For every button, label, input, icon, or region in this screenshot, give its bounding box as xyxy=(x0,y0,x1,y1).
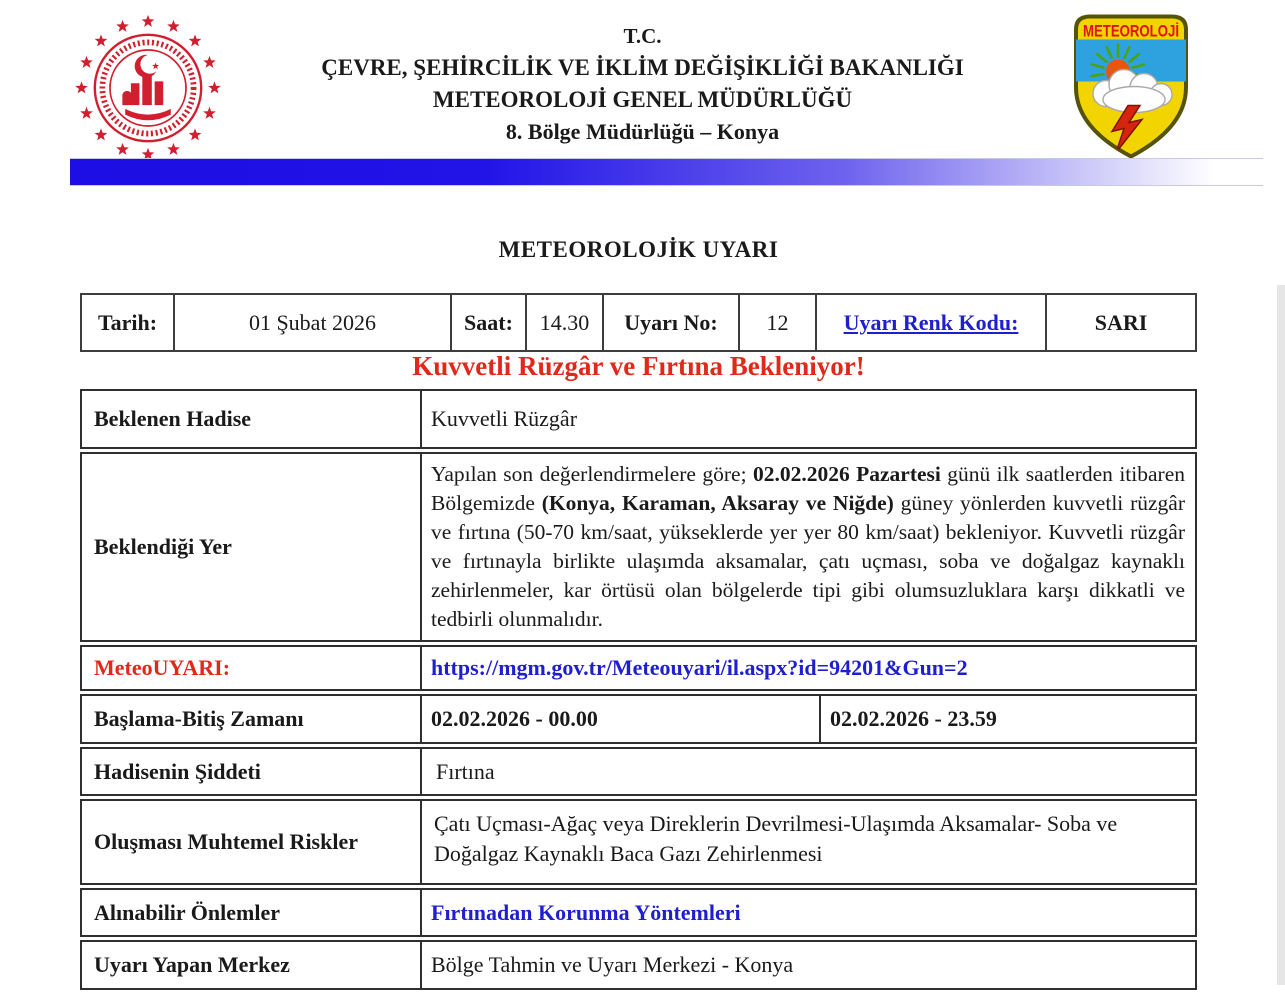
time-label: Saat: xyxy=(450,295,525,350)
start-end-label: Başlama-Bitiş Zamanı xyxy=(94,706,304,731)
page-title: METEOROLOJİK UYARI xyxy=(498,237,779,262)
issuing-center-label: Uyarı Yapan Merkez xyxy=(94,952,290,977)
precautions-link[interactable]: Fırtınadan Korunma Yöntemleri xyxy=(431,899,741,925)
table-row-possible-risks xyxy=(80,799,1197,885)
header-ministry: ÇEVRE, ŞEHİRCİLİK VE İKLİM DEĞİŞİKLİĞİ BAKANLIĞI xyxy=(321,55,964,80)
expected-location-text: Yapılan son değerlendirmelere göre; 02.02.2026 Pazartesi günü ilk saatlerden itibaren Bölgemizde (Konya, Karaman, Aksaray ve Niğde) güney yönlerden kuvvetli rüzgâr ve fırtına (50-70 km/saat, yükseklerde yer yer 80 km/saat) bekleniyor. Kuvvetli rüzgâr ve fırtınayla birlikte ulaşımda aksamalar, çatı uçması, soba ve doğalgaz kaynaklı zehirlenmeler, kar örtüsü olan bölgelerde tipi gibi olumsuzluklara karşı dikkatli ve tedbirli olunmalıdır. xyxy=(420,454,1195,640)
color-code-link[interactable]: Uyarı Renk Kodu: xyxy=(843,309,1019,335)
table-row-precautions xyxy=(80,888,1197,937)
end-time-value: 02.02.2026 - 23.59 xyxy=(830,706,997,731)
meteouyari-label: MeteoUYARI: xyxy=(94,655,231,680)
warning-no-value: 12 xyxy=(738,295,815,350)
table-row-severity xyxy=(80,747,1197,796)
color-code-cell xyxy=(815,295,1045,350)
precautions-cell xyxy=(420,890,1195,935)
possible-risks-label: Oluşması Muhtemel Riskler xyxy=(94,829,358,854)
date-value: 01 Şubat 2026 xyxy=(173,295,450,350)
warning-info-bar xyxy=(80,293,1197,352)
expected-location-label: Beklendiği Yer xyxy=(94,534,232,559)
color-code-value: SARI xyxy=(1045,295,1195,350)
meteoroloji-shield-icon xyxy=(1066,8,1196,166)
warning-details-table xyxy=(80,389,1197,990)
possible-risks-value: Çatı Uçması-Ağaç veya Direklerin Devrilmesi-Ulaşımda Aksamalar- Soba ve Doğalgaz Kaynaklı Baca Gazı Zehirlenmesi xyxy=(420,801,1195,883)
header-divider-bar xyxy=(70,158,1263,186)
precautions-label: Alınabilir Önlemler xyxy=(94,899,280,925)
time-value: 14.30 xyxy=(525,295,602,350)
meteoroloji-shield-logo xyxy=(1066,8,1196,166)
table-row-issuing-center xyxy=(80,940,1197,990)
alert-headline: Kuvvetli Rüzgâr ve Fırtına Bekleniyor! xyxy=(412,351,865,381)
meteouyari-url-link[interactable]: https://mgm.gov.tr/Meteouyari/il.aspx?id=94201&Gun=2 xyxy=(431,655,968,680)
header-directorate: METEOROLOJİ GENEL MÜDÜRLÜĞÜ xyxy=(432,87,853,112)
table-row-meteouyari xyxy=(80,645,1197,691)
header-region: 8. Bölge Müdürlüğü – Konya xyxy=(505,119,780,144)
warning-no-label: Uyarı No: xyxy=(602,295,738,350)
header-tc: T.C. xyxy=(623,24,662,48)
expected-event-value: Kuvvetli Rüzgâr xyxy=(420,391,1195,447)
shield-logo-text: METEOROLOJİ xyxy=(1083,21,1179,41)
scan-edge-artifact xyxy=(1277,285,1285,985)
issuing-center-value: Bölge Tahmin ve Uyarı Merkezi - Konya xyxy=(420,942,1195,988)
table-row-expected-location xyxy=(80,452,1197,642)
date-label: Tarih: xyxy=(97,309,158,335)
expected-event-label: Beklenen Hadise xyxy=(94,406,252,431)
meteouyari-cell xyxy=(420,647,1195,689)
table-row-expected-event xyxy=(80,389,1197,449)
start-time-value: 02.02.2026 - 00.00 xyxy=(422,696,821,742)
table-row-start-end-time xyxy=(80,694,1197,744)
start-end-cell xyxy=(420,696,1195,742)
severity-value: Fırtına xyxy=(420,749,1195,794)
severity-label: Hadisenin Şiddeti xyxy=(94,758,261,784)
